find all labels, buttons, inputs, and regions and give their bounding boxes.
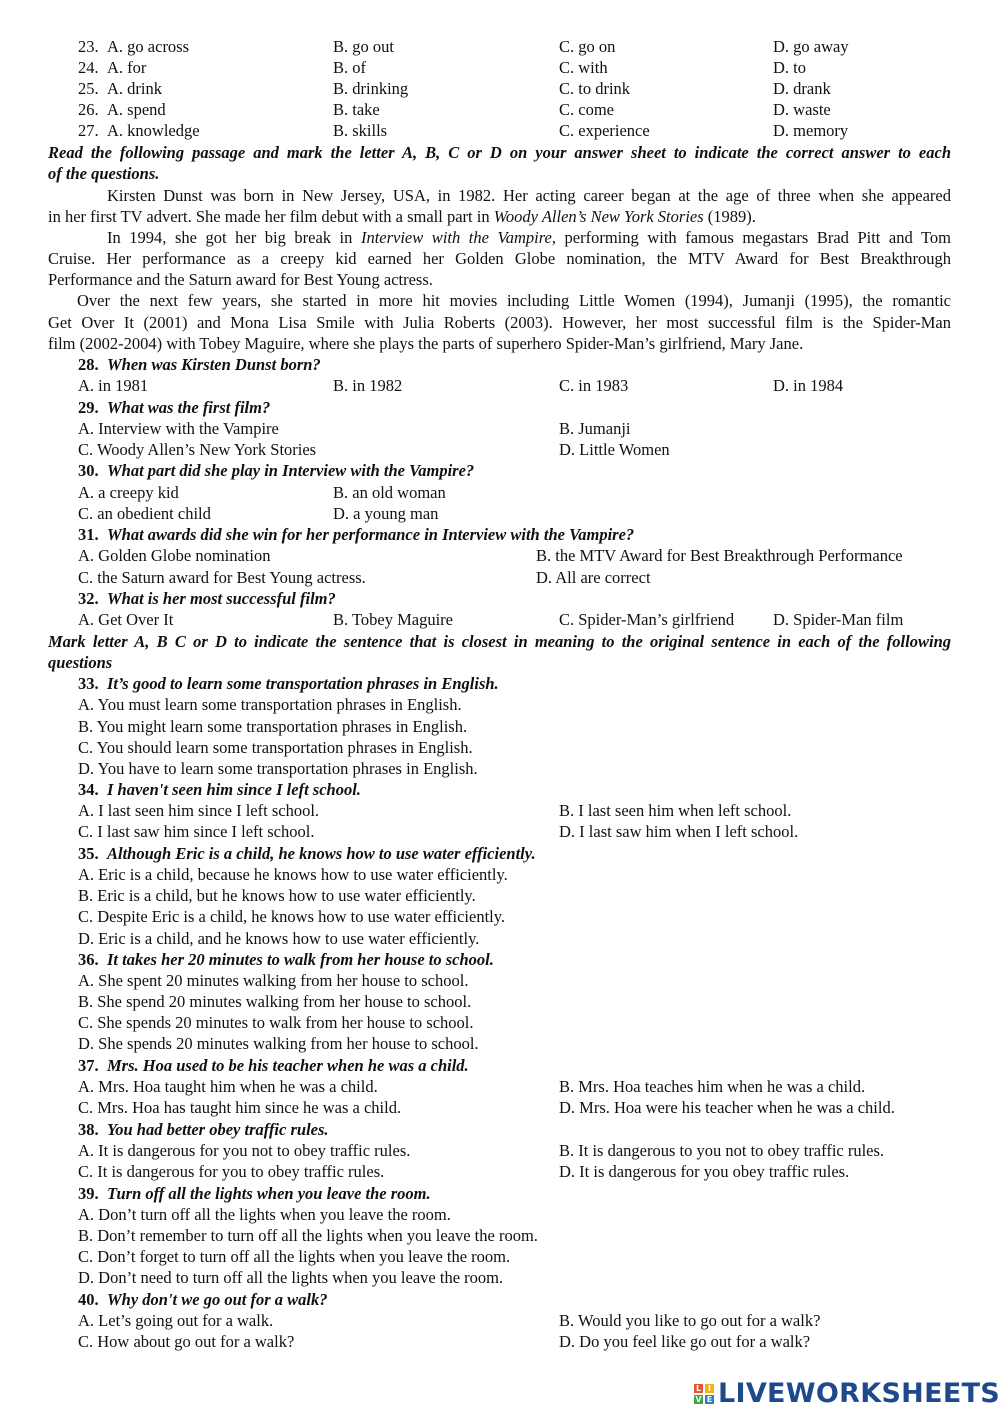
option-d: D. You have to learn some transportation phrases in English. <box>78 759 478 778</box>
cloze-row <box>0 36 1000 57</box>
question-number: 27. <box>78 121 99 140</box>
option-a: A. Mrs. Hoa taught him when he was a child. <box>78 1077 378 1096</box>
option-d: D. drank <box>773 79 831 98</box>
answer-row <box>0 482 1000 503</box>
option-d: D. to <box>773 58 806 77</box>
option-d: D. go away <box>773 37 849 56</box>
option-c: C. Despite Eric is a child, he knows how to use water efficiently. <box>78 907 506 926</box>
section-instruction: Read the following passage and mark the letter A, B, C or D on your answer sheet to indicate the correct answer to each <box>48 143 951 162</box>
question-stem <box>0 843 1000 864</box>
answer-row <box>0 375 1000 396</box>
option-d: D. All are correct <box>536 568 651 587</box>
answer-row <box>0 970 1000 991</box>
option-c: C. Woody Allen’s New York Stories <box>78 440 317 459</box>
option-c: C. to drink <box>559 79 631 98</box>
logo-text: LIVEWORKSHEETS <box>718 1378 1000 1409</box>
answer-row <box>0 1204 1000 1225</box>
question-number: 36. <box>78 950 99 969</box>
option-a: A. drink <box>107 79 162 98</box>
answer-row <box>0 1161 1000 1182</box>
question-stem <box>0 1289 1000 1310</box>
question-stem <box>0 524 1000 545</box>
option-b: B. an old woman <box>333 483 446 502</box>
option-c: C. She spends 20 minutes to walk from her house to school. <box>78 1013 474 1032</box>
passage-line: Over the next few years, she started in more hit movies including Little Women (1994), Jumanji (1995), the romantic <box>77 291 951 310</box>
film-title: Woody Allen’s New York Stories <box>493 207 704 226</box>
answer-row <box>0 716 1000 737</box>
option-d: D. in 1984 <box>773 376 844 395</box>
section-instruction: of the questions. <box>48 164 160 183</box>
option-b: B. I last seen him when left school. <box>559 801 792 820</box>
question-number: 35. <box>78 844 99 863</box>
option-d: D. a young man <box>333 504 439 523</box>
option-d: D. Don’t need to turn off all the lights when you leave the room. <box>78 1268 504 1287</box>
question-number: 28. <box>78 355 99 374</box>
passage-text: in her first TV advert. She made her film debut with a small part in <box>48 207 494 226</box>
option-b: B. Mrs. Hoa teaches him when he was a child. <box>559 1077 866 1096</box>
question-text: What part did she play in Interview with the Vampire? <box>107 461 475 480</box>
logo-mark-cell: E <box>706 1395 713 1404</box>
option-c: C. the Saturn award for Best Young actress. <box>78 568 366 587</box>
passage-line: Cruise. Her performance as a creepy kid earned her Golden Globe nomination, the MTV Award for Best Breakthrough <box>48 249 951 268</box>
option-b: B. You might learn some transportation phrases in English. <box>78 717 468 736</box>
passage-text: (1989). <box>703 207 756 226</box>
answer-row <box>0 906 1000 927</box>
option-b: B. Eric is a child, but he knows how to use water efficiently. <box>78 886 476 905</box>
answer-row <box>0 864 1000 885</box>
question-stem <box>0 1055 1000 1076</box>
question-stem <box>0 397 1000 418</box>
passage-line: Get Over It (2001) and Mona Lisa Smile with Julia Roberts (2003). However, her most successful film is the Spider-Man <box>48 313 951 332</box>
option-a: A. It is dangerous for you not to obey traffic rules. <box>78 1141 411 1160</box>
question-number: 24. <box>78 58 99 77</box>
option-c: C. Don’t forget to turn off all the lights when you leave the room. <box>78 1247 511 1266</box>
answer-row <box>0 737 1000 758</box>
answer-row <box>0 1076 1000 1097</box>
option-c: C. You should learn some transportation phrases in English. <box>78 738 473 757</box>
passage-line <box>107 227 951 248</box>
answer-row <box>0 1033 1000 1054</box>
question-stem <box>0 588 1000 609</box>
question-stem <box>0 779 1000 800</box>
option-c: C. with <box>559 58 608 77</box>
option-d: D. I last saw him when I left school. <box>559 822 799 841</box>
answer-row <box>0 545 1000 566</box>
option-a: A. Don’t turn off all the lights when you leave the room. <box>78 1205 451 1224</box>
answer-row <box>0 567 1000 588</box>
question-number: 29. <box>78 398 99 417</box>
question-number: 38. <box>78 1120 99 1139</box>
answer-row <box>0 1331 1000 1352</box>
answer-row <box>0 758 1000 779</box>
question-text: When was Kirsten Dunst born? <box>107 355 321 374</box>
film-title: Interview with the Vampire <box>360 228 552 247</box>
answer-row <box>0 1246 1000 1267</box>
question-stem <box>0 354 1000 375</box>
option-a: A. Golden Globe nomination <box>78 546 271 565</box>
option-b: B. Would you like to go out for a walk? <box>559 1311 821 1330</box>
section-instruction: Mark letter A, B C or D to indicate the sentence that is closest in meaning to the original sentence in each of the following <box>48 632 951 651</box>
question-text: It takes her 20 minutes to walk from her house to school. <box>107 950 494 969</box>
question-number: 26. <box>78 100 99 119</box>
answer-row <box>0 1097 1000 1118</box>
section-instruction: questions <box>48 653 113 672</box>
question-number: 37. <box>78 1056 99 1075</box>
option-b: B. Jumanji <box>559 419 631 438</box>
answer-row <box>0 821 1000 842</box>
option-a: A. go across <box>107 37 190 56</box>
option-a: A. a creepy kid <box>78 483 179 502</box>
question-text: What awards did she win for her performance in Interview with the Vampire? <box>107 525 635 544</box>
option-d: D. memory <box>773 121 849 140</box>
answer-row <box>0 609 1000 630</box>
option-b: B. She spend 20 minutes walking from her house to school. <box>78 992 472 1011</box>
option-d: D. It is dangerous for you obey traffic rules. <box>559 1162 850 1181</box>
option-b: B. It is dangerous to you not to obey traffic rules. <box>559 1141 885 1160</box>
question-stem <box>0 949 1000 970</box>
option-c: C. Mrs. Hoa has taught him since he was a child. <box>78 1098 402 1117</box>
answer-row <box>0 800 1000 821</box>
option-c: C. I last saw him since I left school. <box>78 822 315 841</box>
question-number: 25. <box>78 79 99 98</box>
option-a: A. Eric is a child, because he knows how to use water efficiently. <box>78 865 508 884</box>
option-a: A. spend <box>107 100 166 119</box>
question-stem <box>0 1119 1000 1140</box>
passage-text: In 1994, she got her big break in <box>107 228 361 247</box>
passage-text: , performing with famous megastars Brad Pitt and Tom <box>551 228 952 247</box>
option-a: A. in 1981 <box>78 376 149 395</box>
question-text: Turn off all the lights when you leave the room. <box>107 1184 431 1203</box>
question-number: 32. <box>78 589 99 608</box>
question-text: I haven't seen him since I left school. <box>107 780 361 799</box>
option-a: A. for <box>107 58 147 77</box>
passage-line <box>48 206 756 227</box>
option-c: C. How about go out for a walk? <box>78 1332 295 1351</box>
cloze-row <box>0 57 1000 78</box>
option-d: D. Mrs. Hoa were his teacher when he was a child. <box>559 1098 895 1117</box>
option-d: D. waste <box>773 100 831 119</box>
logo-mark-cell: L <box>695 1384 702 1393</box>
option-c: C. Spider-Man’s girlfriend <box>559 610 735 629</box>
question-number: 33. <box>78 674 99 693</box>
question-stem <box>0 460 1000 481</box>
passage-line: film (2002-2004) with Tobey Maguire, where she plays the parts of superhero Spider-Man’s girlfriend, Mary Jane. <box>48 334 804 353</box>
option-d: D. Little Women <box>559 440 670 459</box>
option-b: B. of <box>333 58 366 77</box>
option-c: C. It is dangerous for you to obey traffic rules. <box>78 1162 385 1181</box>
option-c: C. go on <box>559 37 616 56</box>
answer-row <box>0 439 1000 460</box>
question-text: Why don't we go out for a walk? <box>107 1290 328 1309</box>
option-d: D. Spider-Man film <box>773 610 904 629</box>
option-b: B. drinking <box>333 79 409 98</box>
option-b: B. go out <box>333 37 394 56</box>
option-b: B. Tobey Maguire <box>333 610 453 629</box>
question-text: What was the first film? <box>107 398 271 417</box>
answer-row <box>0 1012 1000 1033</box>
question-text: Mrs. Hoa used to be his teacher when he was a child. <box>107 1056 469 1075</box>
option-c: C. come <box>559 100 614 119</box>
option-b: B. the MTV Award for Best Breakthrough Performance <box>536 546 903 565</box>
option-b: B. skills <box>333 121 388 140</box>
question-text: What is her most successful film? <box>107 589 336 608</box>
liveworksheets-logo[interactable] <box>694 1377 1000 1411</box>
option-a: A. She spent 20 minutes walking from her house to school. <box>78 971 469 990</box>
cloze-row <box>0 120 1000 141</box>
answer-row <box>0 1267 1000 1288</box>
passage-line: Performance and the Saturn award for Best Young actress. <box>48 270 433 289</box>
option-a: A. knowledge <box>107 121 200 140</box>
answer-row <box>0 885 1000 906</box>
passage-line: Kirsten Dunst was born in New Jersey, USA, in 1982. Her acting career began at the age of three when she appeared <box>107 186 951 205</box>
cloze-row <box>0 78 1000 99</box>
cloze-row <box>0 99 1000 120</box>
question-number: 40. <box>78 1290 99 1309</box>
option-d: D. Eric is a child, and he knows how to use water efficiently. <box>78 929 480 948</box>
answer-row <box>0 991 1000 1012</box>
question-text: It’s good to learn some transportation phrases in English. <box>107 674 499 693</box>
question-number: 30. <box>78 461 99 480</box>
option-a: A. Get Over It <box>78 610 174 629</box>
answer-row <box>0 1140 1000 1161</box>
question-number: 31. <box>78 525 99 544</box>
question-number: 23. <box>78 37 99 56</box>
question-number: 34. <box>78 780 99 799</box>
answer-row <box>0 928 1000 949</box>
question-text: You had better obey traffic rules. <box>107 1120 329 1139</box>
answer-row <box>0 503 1000 524</box>
option-a: A. I last seen him since I left school. <box>78 801 320 820</box>
answer-row <box>0 418 1000 439</box>
logo-mark-cell: I <box>705 1384 714 1393</box>
answer-row <box>0 1310 1000 1331</box>
logo-mark-cell: V <box>695 1395 702 1404</box>
option-a: A. Let’s going out for a walk. <box>78 1311 274 1330</box>
option-c: C. an obedient child <box>78 504 211 523</box>
question-stem <box>0 1183 1000 1204</box>
question-stem <box>0 673 1000 694</box>
option-c: C. experience <box>559 121 650 140</box>
option-d: D. Do you feel like go out for a walk? <box>559 1332 811 1351</box>
option-a: A. You must learn some transportation phrases in English. <box>78 695 462 714</box>
option-b: B. Don’t remember to turn off all the lights when you leave the room. <box>78 1226 538 1245</box>
liveworksheets-mark-icon <box>694 1384 714 1404</box>
answer-row <box>0 1225 1000 1246</box>
option-b: B. take <box>333 100 380 119</box>
question-number: 39. <box>78 1184 99 1203</box>
option-d: D. She spends 20 minutes walking from her house to school. <box>78 1034 479 1053</box>
option-c: C. in 1983 <box>559 376 629 395</box>
answer-row <box>0 694 1000 715</box>
option-b: B. in 1982 <box>333 376 403 395</box>
question-text: Although Eric is a child, he knows how to use water efficiently. <box>107 844 536 863</box>
option-a: A. Interview with the Vampire <box>78 419 279 438</box>
